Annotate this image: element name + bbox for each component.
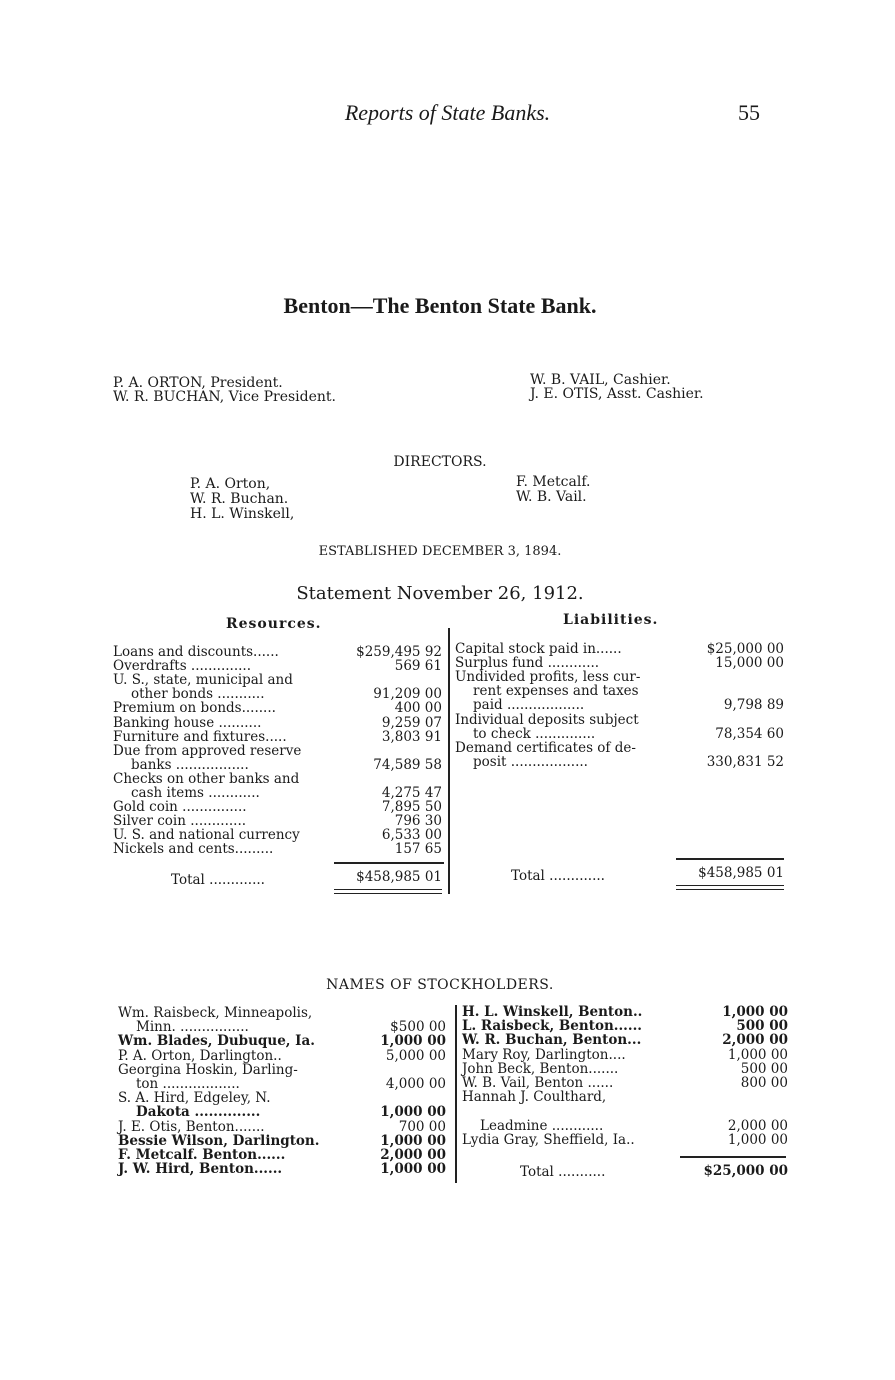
resources-row-amount: 4,275 47 xyxy=(381,785,442,801)
stockholder-row-label: Wm. Raisbeck, Minneapolis, xyxy=(118,1005,313,1021)
stockholder-row-label: John Beck, Benton....... xyxy=(462,1060,619,1077)
resources-row-label: U. S., state, municipal and xyxy=(113,672,293,689)
stockholder-row-label: Bessie Wilson, Darlington. xyxy=(118,1132,320,1149)
stockholder-row-amount: 2,000 00 xyxy=(727,1117,788,1134)
stockholder-row-amount: 5,000 00 xyxy=(385,1047,446,1064)
stockholder-row-label: F. Metcalf. Benton...... xyxy=(118,1147,286,1163)
officer-vice-president: W. R. BUCHAN, Vice President. xyxy=(113,389,336,405)
stockholder-row-label: J. E. Otis, Benton....... xyxy=(118,1118,265,1135)
stockholder-row-label: H. L. Winskell, Benton.. xyxy=(462,1004,643,1020)
resources-row-label: Overdrafts .............. xyxy=(113,658,251,675)
resources-row-label: Due from approved reserve xyxy=(113,742,302,759)
stockholder-row-label: Wm. Blades, Dubuque, Ia. xyxy=(118,1033,315,1050)
stockholder-row-label: Mary Roy, Darlington.... xyxy=(462,1046,626,1063)
resources-row-label: banks ................. xyxy=(131,756,249,773)
resources-row-label: U. S. and national currency xyxy=(113,827,300,844)
liabilities-row-label: paid .................. xyxy=(473,697,585,714)
stockholder-row-label: W. B. Vail, Benton ...... xyxy=(462,1075,614,1091)
stockholder-row-amount: $500 00 xyxy=(390,1019,446,1036)
resources-row-amount: 157 65 xyxy=(394,841,442,858)
stockholder-row-label: Leadmine ............ xyxy=(480,1117,604,1134)
liabilities-row-label: Surplus fund ............ xyxy=(455,655,600,672)
resources-heading: Resources. xyxy=(226,616,322,632)
total-rule xyxy=(334,862,444,864)
stockholder-row-amount: 4,000 00 xyxy=(385,1076,446,1092)
double-rule xyxy=(676,889,784,890)
stockholder-row-amount: 1,000 00 xyxy=(380,1132,446,1149)
double-rule xyxy=(676,885,784,886)
resources-row-label: Loans and discounts...... xyxy=(113,644,279,660)
director-name: H. L. Winskell, xyxy=(190,506,295,522)
stockholder-row-label: Hannah J. Coulthard, xyxy=(462,1089,607,1106)
director-name: F. Metcalf. xyxy=(516,474,591,490)
column-divider xyxy=(455,1005,457,1183)
total-rule xyxy=(680,1156,786,1158)
stockholder-row-amount: 500 00 xyxy=(736,1018,788,1035)
liabilities-total-label: Total ............. xyxy=(511,868,605,884)
resources-row-amount: 9,259 07 xyxy=(381,714,442,731)
liabilities-row-amount: $25,000 00 xyxy=(706,641,784,657)
stockholder-row-amount: 800 00 xyxy=(740,1075,788,1091)
column-divider xyxy=(448,628,450,894)
stockholder-row-amount: 1,000 00 xyxy=(380,1104,446,1121)
directors-heading: DIRECTORS. xyxy=(393,454,487,470)
stockholder-row-amount: 1,000 00 xyxy=(380,1033,446,1050)
resources-row-amount: 400 00 xyxy=(394,700,442,717)
liabilities-row-label: posit .................. xyxy=(473,753,588,770)
liabilities-heading: Liabilities. xyxy=(563,612,659,628)
officer-cashier: W. B. VAIL, Cashier. xyxy=(530,372,671,388)
stockholder-row-label: ton .................. xyxy=(136,1076,240,1092)
resources-row-amount: 74,589 58 xyxy=(373,756,442,773)
liabilities-row-label: rent expenses and taxes xyxy=(473,683,639,700)
resources-row-amount: 569 61 xyxy=(394,658,442,675)
director-name: W. B. Vail. xyxy=(516,489,587,505)
resources-row-amount: $259,495 92 xyxy=(356,644,442,660)
stockholder-row-amount: 1,000 00 xyxy=(380,1161,446,1178)
double-rule xyxy=(334,889,442,890)
page-number: 55 xyxy=(738,100,760,125)
liabilities-row-amount: 330,831 52 xyxy=(706,753,784,770)
total-rule xyxy=(676,858,784,860)
stockholder-row-label: Dakota .............. xyxy=(136,1104,261,1121)
director-name: P. A. Orton, xyxy=(190,476,271,492)
stockholder-row-label: S. A. Hird, Edgeley, N. xyxy=(118,1090,271,1107)
resources-row-label: Gold coin ............... xyxy=(113,799,247,816)
stockholder-row-label: L. Raisbeck, Benton...... xyxy=(462,1018,642,1035)
stockholder-row-label: P. A. Orton, Darlington.. xyxy=(118,1047,282,1064)
resources-row-amount: 6,533 00 xyxy=(381,827,442,844)
resources-row-label: Checks on other banks and xyxy=(113,770,300,787)
liabilities-row-amount: 9,798 89 xyxy=(723,697,784,714)
resources-total-label: Total ............. xyxy=(171,872,265,888)
bank-title: Benton—The Benton State Bank. xyxy=(283,293,597,318)
resources-row-amount: 796 30 xyxy=(394,813,442,830)
running-header-title: Reports of State Banks. xyxy=(344,100,551,125)
officer-president: P. A. ORTON, President. xyxy=(113,375,283,391)
statement-title: Statement November 26, 1912. xyxy=(296,583,584,604)
liabilities-row-amount: 78,354 60 xyxy=(715,725,784,742)
stockholder-row-label: J. W. Hird, Benton...... xyxy=(118,1161,283,1178)
stockholders-heading: NAMES OF STOCKHOLDERS. xyxy=(326,977,554,993)
stockholder-row-amount: 1,000 00 xyxy=(727,1046,788,1063)
resources-row-amount: 91,209 00 xyxy=(373,686,442,703)
resources-row-label: Premium on bonds........ xyxy=(113,700,276,717)
stockholder-row-label: Lydia Gray, Sheffield, Ia.. xyxy=(462,1131,635,1148)
stockholder-row-amount: 1,000 00 xyxy=(722,1004,788,1020)
resources-row-label: Nickels and cents......... xyxy=(113,841,274,858)
liabilities-row-label: Undivided profits, less cur- xyxy=(455,669,641,686)
stockholder-row-amount: 700 00 xyxy=(398,1118,446,1135)
officer-asst-cashier: J. E. OTIS, Asst. Cashier. xyxy=(530,386,704,402)
stockholder-row-amount: 2,000 00 xyxy=(722,1032,788,1049)
resources-row-label: cash items ............ xyxy=(131,785,260,801)
liabilities-row-label: to check .............. xyxy=(473,725,596,742)
established-line: ESTABLISHED DECEMBER 3, 1894. xyxy=(318,544,562,559)
stockholder-row-label: Minn. ................ xyxy=(136,1019,249,1036)
liabilities-total-amount: $458,985 01 xyxy=(698,865,784,881)
resources-row-label: other bonds ........... xyxy=(131,686,265,703)
liabilities-row-label: Capital stock paid in...... xyxy=(455,641,622,657)
resources-row-label: Banking house .......... xyxy=(113,714,262,731)
liabilities-row-label: Demand certificates of de- xyxy=(455,739,636,756)
liabilities-row-label: Individual deposits subject xyxy=(455,711,639,728)
resources-row-amount: 7,895 50 xyxy=(381,799,442,816)
director-name: W. R. Buchan. xyxy=(190,491,289,507)
stockholder-row-label: Georgina Hoskin, Darling- xyxy=(118,1061,298,1078)
stockholders-total-amount: $25,000 00 xyxy=(703,1163,788,1179)
stockholders-total-label: Total ........... xyxy=(520,1164,606,1180)
resources-row-label: Silver coin ............. xyxy=(113,813,247,830)
resources-row-label: Furniture and fixtures..... xyxy=(113,728,287,745)
stockholder-row-amount: 500 00 xyxy=(740,1060,788,1077)
double-rule xyxy=(334,893,442,894)
stockholder-row-amount: 1,000 00 xyxy=(727,1131,788,1148)
stockholder-row-amount: 2,000 00 xyxy=(380,1147,446,1163)
stockholder-row-label: W. R. Buchan, Benton... xyxy=(462,1032,642,1049)
resources-row-amount: 3,803 91 xyxy=(381,728,442,745)
resources-total-amount: $458,985 01 xyxy=(356,869,442,885)
liabilities-row-amount: 15,000 00 xyxy=(715,655,784,672)
